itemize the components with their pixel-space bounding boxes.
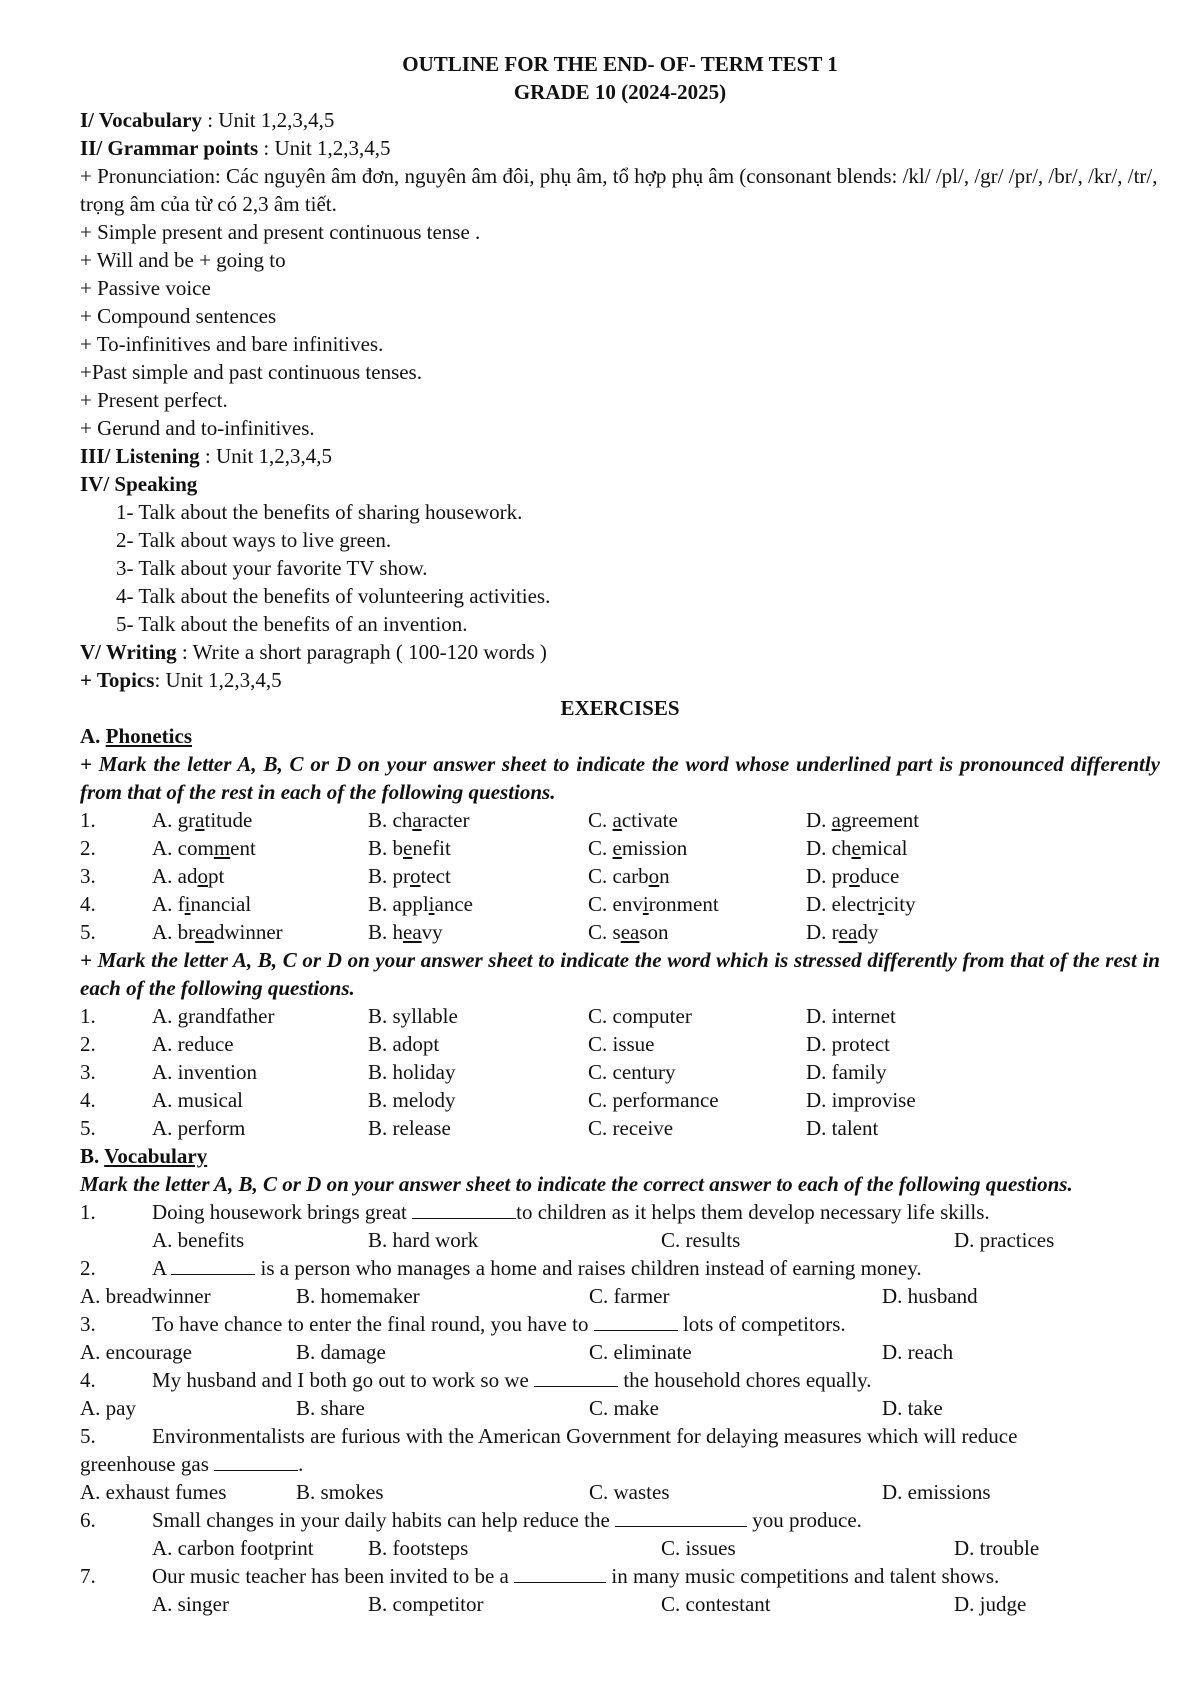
option-b: B. heavy	[368, 920, 443, 944]
question-number: 6.	[80, 1508, 96, 1532]
vocab-question-4	[80, 1366, 1160, 1394]
option-c: C. performance	[588, 1088, 719, 1112]
vocab-question-2	[80, 1254, 1160, 1282]
outline-listening	[80, 442, 1160, 470]
question-number: 4.	[80, 1088, 96, 1112]
section-label: V/ Writing	[80, 640, 177, 664]
stress-questions	[80, 1002, 1160, 1142]
pron-row-5	[80, 918, 1160, 946]
answer-blank	[534, 1366, 618, 1387]
answer-blank	[514, 1562, 606, 1583]
vocab-options-4	[80, 1394, 1160, 1422]
stress-instruction: + Mark the letter A, B, C or D on your answer sheet to indicate the word which is stressed differently from that of the rest in each of the following questions.	[80, 948, 1160, 1000]
answer-blank	[214, 1450, 298, 1471]
option-a: A. exhaust fumes	[80, 1480, 227, 1504]
question-number: 1.	[80, 1004, 96, 1028]
option-d: D. emissions	[882, 1480, 991, 1504]
question-number: 1.	[80, 808, 96, 832]
grammar-item: + Simple present and present continuous tense .	[80, 220, 481, 244]
grammar-item: + Compound sentences	[80, 304, 277, 328]
speaking-list	[80, 498, 1160, 638]
speaking-item: 3- Talk about your favorite TV show.	[116, 556, 428, 580]
option-b: B. benefit	[368, 836, 451, 860]
grammar-item: + Passive voice	[80, 276, 211, 300]
outline-grammar	[80, 134, 1160, 162]
stress-row-2	[80, 1030, 1160, 1058]
option-d: D. husband	[882, 1284, 978, 1308]
question-number: 4.	[80, 1368, 96, 1392]
speaking-item: 2- Talk about ways to live green.	[116, 528, 392, 552]
option-c: C. century	[588, 1060, 676, 1084]
outline-speaking: IV/ Speaking	[80, 472, 198, 496]
option-a: A. singer	[152, 1592, 229, 1616]
pron-row-4	[80, 890, 1160, 918]
stress-row-4	[80, 1086, 1160, 1114]
option-a: A. breadwinner	[80, 1284, 211, 1308]
doc-subtitle: GRADE 10 (2024-2025)	[513, 80, 727, 104]
speaking-item: 1- Talk about the benefits of sharing housework.	[116, 500, 523, 524]
vocab-options-2	[80, 1282, 1160, 1310]
option-d: D. ready	[806, 920, 879, 944]
answer-blank	[171, 1254, 255, 1275]
option-b: B. release	[368, 1116, 451, 1140]
section-title: Vocabulary	[104, 1144, 208, 1168]
option-b: B. homemaker	[296, 1284, 420, 1308]
section-text: : Unit 1,2,3,4,5	[199, 444, 333, 468]
section-text: : Unit 1,2,3,4,5	[201, 108, 335, 132]
question-number: 5.	[80, 920, 96, 944]
option-b: B. protect	[368, 864, 451, 888]
option-d: D. chemical	[806, 836, 908, 860]
option-a: A. grandfather	[152, 1004, 275, 1028]
pron-row-3	[80, 862, 1160, 890]
question-text: Our music teacher has been invited to be a in many music competitions and talent shows.	[152, 1564, 1000, 1588]
vocab-options-6	[80, 1534, 1160, 1562]
option-b: B. hard work	[368, 1228, 479, 1252]
grammar-item: + Pronunciation: Các nguyên âm đơn, nguyên âm đôi, phụ âm, tổ hợp phụ âm (consonant blends: /kl/ /pl/, /gr/ /pr/, /br/, /kr/, /tr/, trọng âm của từ có 2,3 âm tiết.	[80, 164, 1158, 216]
question-number: 7.	[80, 1564, 96, 1588]
option-c: C. emission	[588, 836, 688, 860]
stress-row-1	[80, 1002, 1160, 1030]
option-a: A. reduce	[152, 1032, 234, 1056]
section-label: II/ Grammar points	[80, 136, 259, 160]
section-title: Phonetics	[105, 724, 192, 748]
outline-topics	[80, 666, 1160, 694]
option-d: D. internet	[806, 1004, 896, 1028]
vocab-question-1	[80, 1198, 1160, 1226]
vocab-options-5	[80, 1478, 1160, 1506]
option-b: B. smokes	[296, 1480, 384, 1504]
option-d: D. family	[806, 1060, 887, 1084]
stress-row-3	[80, 1058, 1160, 1086]
pronunciation-instruction: + Mark the letter A, B, C or D on your answer sheet to indicate the word whose underlined part is pronounced differently from that of the rest in each of the following questions.	[80, 752, 1160, 804]
option-d: D. practices	[954, 1228, 1055, 1252]
vocabulary-instruction: Mark the letter A, B, C or D on your answer sheet to indicate the correct answer to each of the following questions.	[80, 1172, 1073, 1196]
vocab-question-3	[80, 1310, 1160, 1338]
option-c: C. environment	[588, 892, 719, 916]
option-c: C. issue	[588, 1032, 655, 1056]
outline-vocabulary	[80, 106, 1160, 134]
question-number: 1.	[80, 1200, 96, 1224]
option-b: B. holiday	[368, 1060, 456, 1084]
option-b: B. adopt	[368, 1032, 440, 1056]
question-text: Doing housework brings great to children as it helps them develop necessary life skills.	[152, 1200, 990, 1224]
option-c: C. make	[589, 1396, 659, 1420]
pron-row-1	[80, 806, 1160, 834]
grammar-item: + To-infinitives and bare infinitives.	[80, 332, 384, 356]
option-c: C. computer	[588, 1004, 692, 1028]
section-label: + Topics	[80, 668, 155, 692]
vocab-question-7	[80, 1562, 1160, 1590]
option-d: D. reach	[882, 1340, 954, 1364]
question-number: 3.	[80, 1060, 96, 1084]
vocab-options-3	[80, 1338, 1160, 1366]
option-d: D. agreement	[806, 808, 920, 832]
option-b: B. damage	[296, 1340, 386, 1364]
section-letter: A.	[80, 724, 106, 748]
question-text: A is a person who manages a home and raises children instead of earning money.	[152, 1256, 922, 1280]
answer-blank	[615, 1506, 747, 1527]
grammar-item: +Past simple and past continuous tenses.	[80, 360, 422, 384]
grammar-item: + Will and be + going to	[80, 248, 286, 272]
answer-blank	[412, 1198, 516, 1219]
question-number: 3.	[80, 1312, 96, 1336]
doc-title: OUTLINE FOR THE END- OF- TERM TEST 1	[402, 52, 838, 76]
option-d: D. produce	[806, 864, 900, 888]
question-text: Small changes in your daily habits can help reduce the you produce.	[152, 1508, 862, 1532]
question-number: 3.	[80, 864, 96, 888]
question-number: 2.	[80, 836, 96, 860]
option-a: A. perform	[152, 1116, 246, 1140]
option-c: C. results	[661, 1228, 741, 1252]
option-c: C. farmer	[589, 1284, 670, 1308]
option-a: A. invention	[152, 1060, 257, 1084]
question-number: 5.	[80, 1116, 96, 1140]
vocab-options-1	[80, 1226, 1160, 1254]
question-number: 2.	[80, 1032, 96, 1056]
exercises-heading: EXERCISES	[560, 696, 680, 720]
option-d: D. take	[882, 1396, 943, 1420]
option-b: B. syllable	[368, 1004, 458, 1028]
option-d: D. electricity	[806, 892, 916, 916]
vocab-question-6	[80, 1506, 1160, 1534]
option-a: A. pay	[80, 1396, 136, 1420]
option-d: D. talent	[806, 1116, 879, 1140]
pronunciation-questions	[80, 806, 1160, 946]
question-text: Environmentalists are furious with the American Government for delaying measures which will reduce	[152, 1424, 1018, 1448]
grammar-item: + Gerund and to-infinitives.	[80, 416, 315, 440]
stress-row-5	[80, 1114, 1160, 1142]
section-letter: B.	[80, 1144, 105, 1168]
vocabulary-heading	[80, 1142, 1160, 1170]
option-a: A. benefits	[152, 1228, 245, 1252]
option-b: B. melody	[368, 1088, 456, 1112]
option-a: A. breadwinner	[152, 920, 283, 944]
option-a: A. comment	[152, 836, 256, 860]
option-c: C. contestant	[661, 1592, 771, 1616]
option-a: A. adopt	[152, 864, 225, 888]
option-a: A. gratitude	[152, 808, 253, 832]
grammar-item: + Present perfect.	[80, 388, 228, 412]
option-a: A. encourage	[80, 1340, 192, 1364]
grammar-list	[80, 162, 1160, 442]
option-d: D. trouble	[954, 1536, 1040, 1560]
question-text: My husband and I both go out to work so we the household chores equally.	[152, 1368, 872, 1392]
speaking-item: 4- Talk about the benefits of volunteering activities.	[116, 584, 551, 608]
option-b: B. footsteps	[368, 1536, 469, 1560]
option-c: C. season	[588, 920, 669, 944]
option-c: C. issues	[661, 1536, 736, 1560]
option-b: B. share	[296, 1396, 365, 1420]
option-a: A. musical	[152, 1088, 243, 1112]
option-d: D. judge	[954, 1592, 1027, 1616]
section-text: : Write a short paragraph ( 100-120 words )	[176, 640, 547, 664]
section-label: III/ Listening	[80, 444, 200, 468]
option-c: C. eliminate	[589, 1340, 692, 1364]
option-c: C. activate	[588, 808, 678, 832]
section-label: I/ Vocabulary	[80, 108, 202, 132]
phonetics-heading	[80, 722, 1160, 750]
question-text: To have chance to enter the final round, you have to lots of competitors.	[152, 1312, 846, 1336]
option-c: C. receive	[588, 1116, 674, 1140]
section-text: : Unit 1,2,3,4,5	[154, 668, 282, 692]
vocab-options-7	[80, 1590, 1160, 1618]
option-d: D. protect	[806, 1032, 890, 1056]
option-a: A. financial	[152, 892, 252, 916]
outline-writing	[80, 638, 1160, 666]
question-number: 5.	[80, 1424, 96, 1448]
option-d: D. improvise	[806, 1088, 916, 1112]
vocab-question-5-cont: greenhouse gas .	[80, 1452, 304, 1476]
option-c: C. carbon	[588, 864, 670, 888]
answer-blank	[594, 1310, 678, 1331]
option-b: B. competitor	[368, 1592, 484, 1616]
vocab-question-5	[80, 1422, 1160, 1450]
option-b: B. appliance	[368, 892, 473, 916]
option-a: A. carbon footprint	[152, 1536, 314, 1560]
question-number: 4.	[80, 892, 96, 916]
question-number: 2.	[80, 1256, 96, 1280]
pron-row-2	[80, 834, 1160, 862]
speaking-item: 5- Talk about the benefits of an invention.	[116, 612, 468, 636]
section-text: : Unit 1,2,3,4,5	[258, 136, 391, 160]
option-c: C. wastes	[589, 1480, 670, 1504]
option-b: B. character	[368, 808, 470, 832]
